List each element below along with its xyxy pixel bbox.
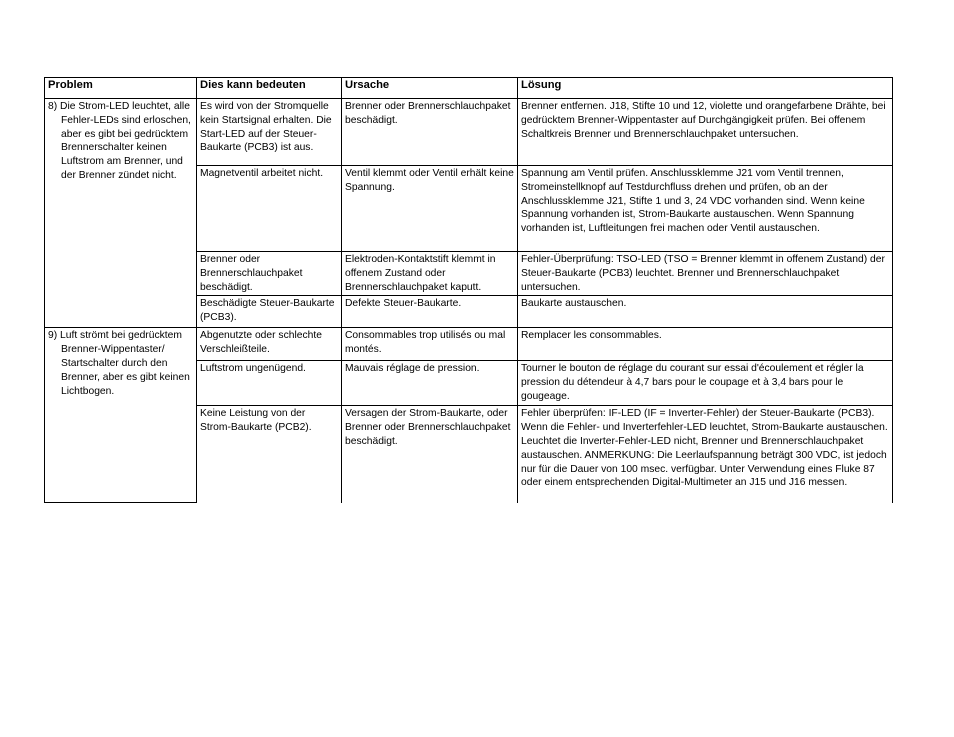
table-row (45, 328, 893, 361)
cause-cell: Defekte Steuer-Baukarte. (342, 296, 518, 328)
solution-cell: Brenner entfernen. J18, Stifte 10 und 12, violette und orangefarbene Drähte, bei gedrücktem Brenner-Wippentaster auf Durchgängigkeit prüfen. Bei offenem Schaltkreis Brenner und Brennerschlauchpaket untersuchen. (518, 99, 893, 166)
header-solution: Lösung (518, 78, 893, 99)
header-meaning: Dies kann bedeuten (197, 78, 342, 99)
meaning-cell: Magnetventil arbeitet nicht. (197, 166, 342, 252)
troubleshooting-table (44, 77, 893, 503)
solution-cell: Baukarte austauschen. (518, 296, 893, 328)
problem-text: 8) Die Strom-LED leuchtet, alle Fehler-LEDs sind erloschen, aber es gibt bei gedrücktem Brennerschalter keinen Luftstrom am Brenner, und der Brenner zündet nicht. (48, 101, 191, 181)
solution-cell: Remplacer les consommables. (518, 328, 893, 361)
problem-cell (45, 99, 197, 328)
table-row (45, 99, 893, 166)
cause-cell: Consommables trop utilisés ou mal montés. (342, 328, 518, 361)
cause-cell: Mauvais réglage de pression. (342, 361, 518, 406)
meaning-cell: Es wird von der Stromquelle kein Startsignal erhalten. Die Start-LED auf der Steuer-Baukarte (PCB3) ist aus. (197, 99, 342, 166)
cause-cell: Ventil klemmt oder Ventil erhält keine Spannung. (342, 166, 518, 252)
meaning-cell: Luftstrom ungenügend. (197, 361, 342, 406)
meaning-cell: Beschädigte Steuer-Baukarte (PCB3). (197, 296, 342, 328)
problem-text: 9) Luft strömt bei gedrücktem Brenner-Wippentaster/ Startschalter durch den Brenner, aber es gibt keinen Lichtbogen. (48, 330, 190, 397)
table-header-row (45, 78, 893, 99)
meaning-cell: Brenner oder Brennerschlauchpaket beschädigt. (197, 252, 342, 296)
meaning-cell: Abgenutzte oder schlechte Verschleißteile. (197, 328, 342, 361)
header-cause: Ursache (342, 78, 518, 99)
solution-cell: Tourner le bouton de réglage du courant sur essai d'écoulement et régler la pression du détendeur à 4,7 bars pour le coupage et à 3,4 bars pour le gougeage. (518, 361, 893, 406)
solution-cell: Fehler überprüfen: IF-LED (IF = Inverter-Fehler) der Steuer-Baukarte (PCB3). Wenn die Fehler- und Inverterfehler-LED leuchtet, Strom-Baukarte austauschen. Leuchtet die Inverter-Fehler-LED nicht, Brenner und Brennerschlauchpaket austauschen. ANMERKUNG: Die Leerlaufspannung beträgt 300 VDC, ist jedoch nur für die Dauer von 100 msec. verfügbar. Unter Verwendung eines Fluke 87 oder einem entsprechenden Digital-Multimeter an J15 und J16 messen. (518, 406, 893, 503)
meaning-cell: Keine Leistung von der Strom-Baukarte (PCB2). (197, 406, 342, 503)
cause-cell: Elektroden-Kontaktstift klemmt in offenem Zustand oder Brennerschlauchpaket kaputt. (342, 252, 518, 296)
header-problem: Problem (45, 78, 197, 99)
solution-cell: Spannung am Ventil prüfen. Anschlussklemme J21 vom Ventil trennen, Stromeinstellknopf auf Testdurchfluss drehen und prüfen, ob an der Anschlussklemme J21, Stifte 1 und 3, 24 VDC vorhanden sind. Wenn keine Spannung vorhanden ist, Strom-Baukarte austauschen. Wenn Spannung vorhanden ist, Luftleitungen frei machen oder Ventil austauschen. (518, 166, 893, 252)
cause-cell: Brenner oder Brennerschlauchpaket beschädigt. (342, 99, 518, 166)
problem-cell (45, 328, 197, 503)
cause-cell: Versagen der Strom-Baukarte, oder Brenner oder Brennerschlauchpaket beschädigt. (342, 406, 518, 503)
solution-cell: Fehler-Überprüfung: TSO-LED (TSO = Brenner klemmt in offenem Zustand) der Steuer-Baukarte (PCB3) leuchtet. Brenner und Brennerschlauchpaket untersuchen. (518, 252, 893, 296)
